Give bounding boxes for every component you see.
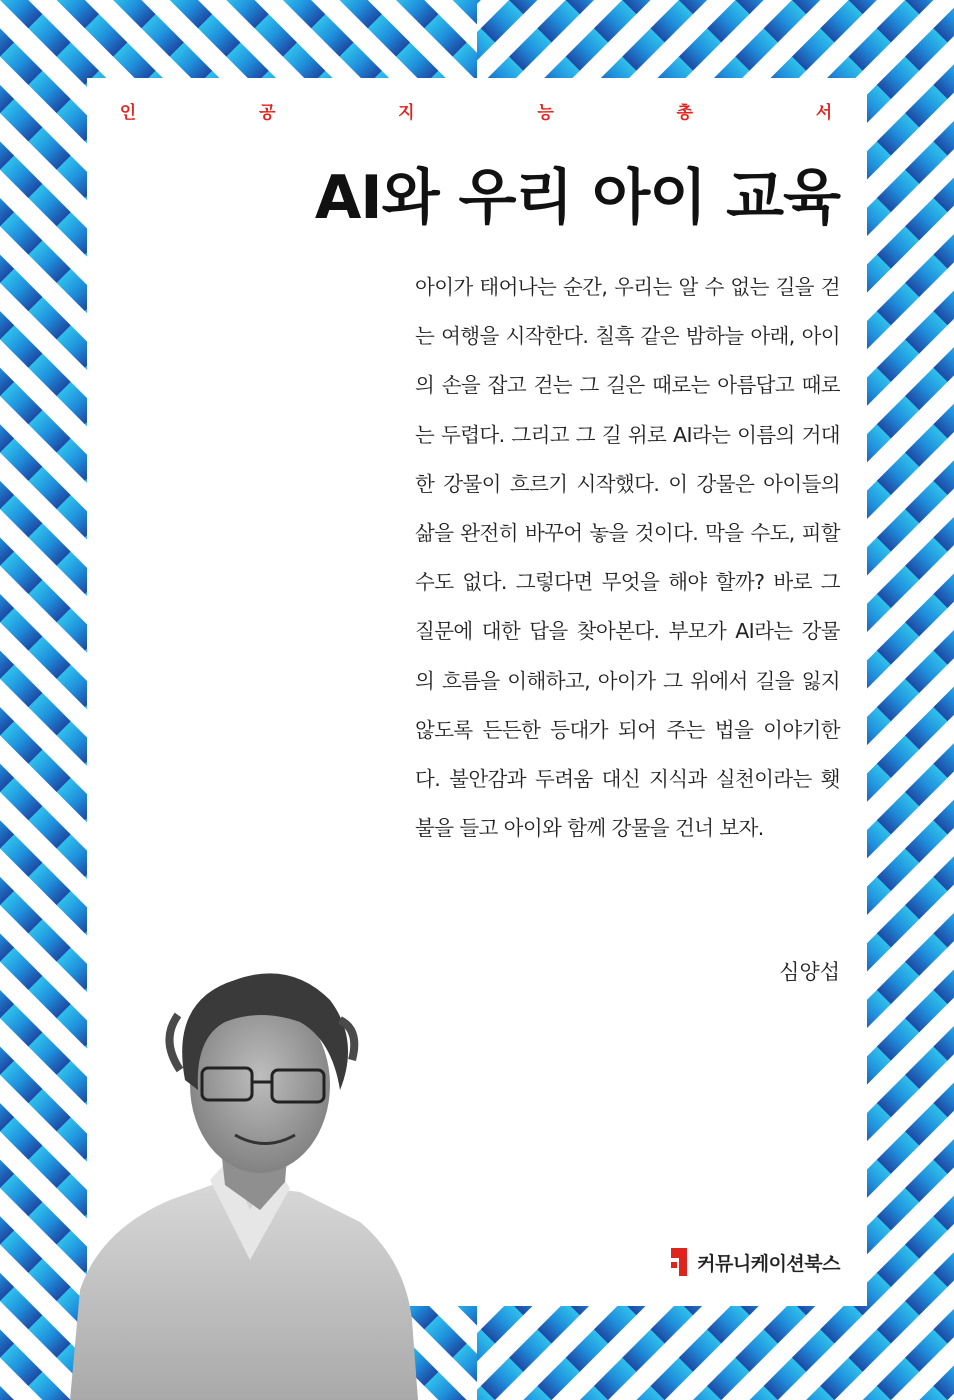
series-char: 공 — [258, 103, 276, 123]
series-char: 인 — [119, 103, 137, 123]
series-char: 총 — [676, 103, 693, 123]
author-name: 심양섭 — [779, 960, 840, 984]
series-char: 지 — [398, 103, 415, 123]
publisher-name: 커뮤니케이션북스 — [697, 1252, 840, 1275]
series-label — [116, 98, 836, 128]
publisher — [620, 1245, 840, 1279]
publisher-logo-icon — [671, 1248, 689, 1276]
author-photo — [60, 960, 430, 1400]
book-blurb: 아이가 태어나는 순간, 우리는 알 수 없는 길을 걷는 여행을 시작한다. 칠흑 같은 밤하늘 아래, 아이의 손을 잡고 걷는 그 길은 때로는 아름답고 때로는 두렵다. 그리고 그 길 위로 AI라는 이름의 거대한 강물이 흐르기 시작했다. 이 강물은 아이들의 삶을 완전히 바꾸어 놓을 것이다. 막을 수도, 피할 수도 없다. 그렇다면 무엇을 해야 할까? 바로 그 질문에 대한 답을 찾아본다. 부모가 AI라는 강물의 흐름을 이해하고, 아이가 그 위에서 길을 잃지 않도록 든든한 등대가 되어 주는 법을 이야기한다. 불안감과 두려움 대신 지식과 실천이라는 횃불을 들고 아이와 함께 강물을 건너 보자. — [415, 275, 840, 841]
series-char: 서 — [815, 103, 833, 123]
series-char: 능 — [537, 103, 554, 123]
book-title: AI와 우리 아이 교육 — [314, 163, 840, 233]
